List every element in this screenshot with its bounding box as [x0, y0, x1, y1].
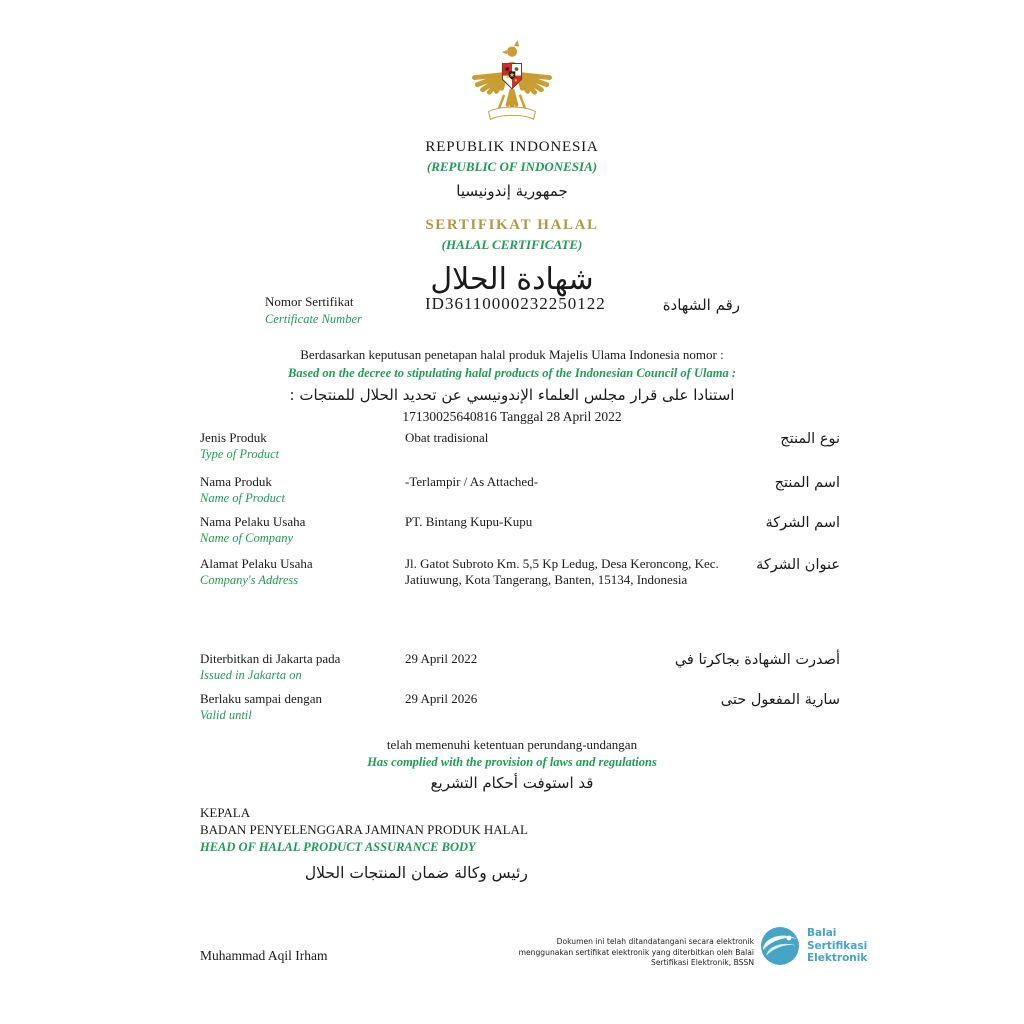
certificate-title-id: SERTIFIKAT HALAL: [425, 217, 599, 233]
field-label-ar: سارية المفعول حتى: [720, 692, 840, 708]
field-label-id: Nama Pelaku Usaha: [200, 514, 306, 529]
field-label-id: Alamat Pelaku Usaha: [200, 556, 313, 571]
bse-logo-block: [760, 926, 867, 966]
signatory-title-1: KEPALA: [200, 805, 251, 820]
field-value: Obat tradisional: [405, 430, 489, 445]
field-label-ar: اسم الشركة: [765, 515, 840, 531]
decree-line-en: Based on the decree to stipulating halal products of the Indonesian Council of Ulama :: [288, 366, 736, 380]
field-value: 29 April 2026: [405, 691, 478, 706]
certificate-number-value: ID36110000232250122: [425, 294, 606, 313]
field-label: [200, 514, 400, 546]
field-value: Jl. Gatot Subroto Km. 5,5 Kp Ledug, Desa Keroncong, Kec. Jatiuwung, Kota Tangerang, Banten, 15134, Indonesia: [405, 556, 719, 587]
decree-line-ar: استنادا على قرار مجلس العلماء الإندونيسي عن تحديد الحلال للمنتجات :: [289, 386, 735, 404]
field-label-ar: أصدرت الشهادة بجاكرتا في: [674, 652, 840, 668]
field-label-id: Berlaku sampai dengan: [200, 691, 323, 706]
signatory-block: [200, 805, 528, 883]
field-value: PT. Bintang Kupu-Kupu: [405, 514, 533, 529]
certificate-number-label-en: Certificate Number: [265, 312, 362, 326]
field-label: [200, 556, 400, 588]
field-label-en: Name of Company: [200, 530, 294, 545]
field-value: 29 April 2022: [405, 651, 478, 666]
certificate-title-en: (HALAL CERTIFICATE): [441, 237, 583, 252]
field-label-id: Jenis Produk: [200, 430, 267, 445]
field-label: [200, 474, 400, 506]
signatory-title-en: HEAD OF HALAL PRODUCT ASSURANCE BODY: [200, 839, 476, 854]
field-label-ar: اسم المنتج: [774, 475, 840, 491]
esign-disclaimer: Dokumen ini telah ditandatangani secara elektronik menggunakan sertifikat elektronik yang diterbitkan oleh Balai Sertifikasi Elektronik, BSSN: [518, 937, 754, 968]
field-label: [200, 430, 400, 462]
bse-logo-line3: Elektronik: [807, 952, 868, 965]
field-label: [200, 651, 400, 683]
field-label-en: Type of Product: [200, 446, 280, 461]
signatory-name: Muhammad Aqil Irham: [200, 948, 328, 963]
decree-line-id: Berdasarkan keputusan penetapan halal produk Majelis Ulama Indonesia nomor :: [300, 347, 724, 362]
bse-logo-icon: [760, 926, 800, 966]
bse-logo-text: [807, 927, 867, 964]
field-label-ar: عنوان الشركة: [756, 557, 840, 573]
field-label-en: Name of Product: [200, 490, 285, 505]
country-name-id: REPUBLIK INDONESIA: [425, 139, 599, 155]
field-label-en: Issued in Jakarta on: [200, 667, 302, 682]
field-label: [200, 691, 400, 723]
compliance-line-en: Has complied with the provision of laws and regulations: [367, 755, 657, 769]
signatory-title-2: BADAN PENYELENGGARA JAMINAN PRODUK HALAL: [200, 821, 528, 837]
garuda-pancasila-emblem: [467, 30, 557, 126]
field-label-en: Company's Address: [200, 572, 299, 587]
bse-logo-line2: Sertifikasi: [807, 939, 868, 952]
emblem-wrap: [0, 30, 1024, 131]
decree-number-line: 17130025640816 Tanggal 28 April 2022: [402, 409, 622, 424]
field-label-ar: نوع المنتج: [780, 431, 840, 447]
certificate-number-label-ar: رقم الشهادة: [662, 296, 740, 314]
country-name-ar: جمهورية إندونيسيا: [456, 182, 568, 200]
certificate-number-label: [265, 294, 362, 327]
field-label-en: Valid until: [200, 707, 252, 722]
certificate-number-label-id: Nomor Sertifikat: [265, 294, 354, 309]
compliance-statement: [0, 737, 1024, 792]
header: [0, 139, 1024, 297]
certificate-number-row: [0, 294, 1024, 334]
compliance-line-ar: قد استوفت أحكام التشريع: [430, 774, 594, 792]
field-value: -Terlampir / As Attached-: [405, 474, 539, 489]
compliance-line-id: telah memenuhi ketentuan perundang-undangan: [386, 737, 638, 752]
field-label-id: Diterbitkan di Jakarta pada: [200, 651, 341, 666]
decree-block: [0, 347, 1024, 425]
country-name-en: (REPUBLIC OF INDONESIA): [426, 159, 598, 174]
signatory-title-ar: رئيس وكالة ضمان المنتجات الحلال: [304, 864, 528, 883]
field-label-id: Nama Produk: [200, 474, 272, 489]
bse-logo-line1: Balai: [807, 927, 837, 940]
certificate-title-ar: شهادة الحلال: [430, 262, 594, 297]
